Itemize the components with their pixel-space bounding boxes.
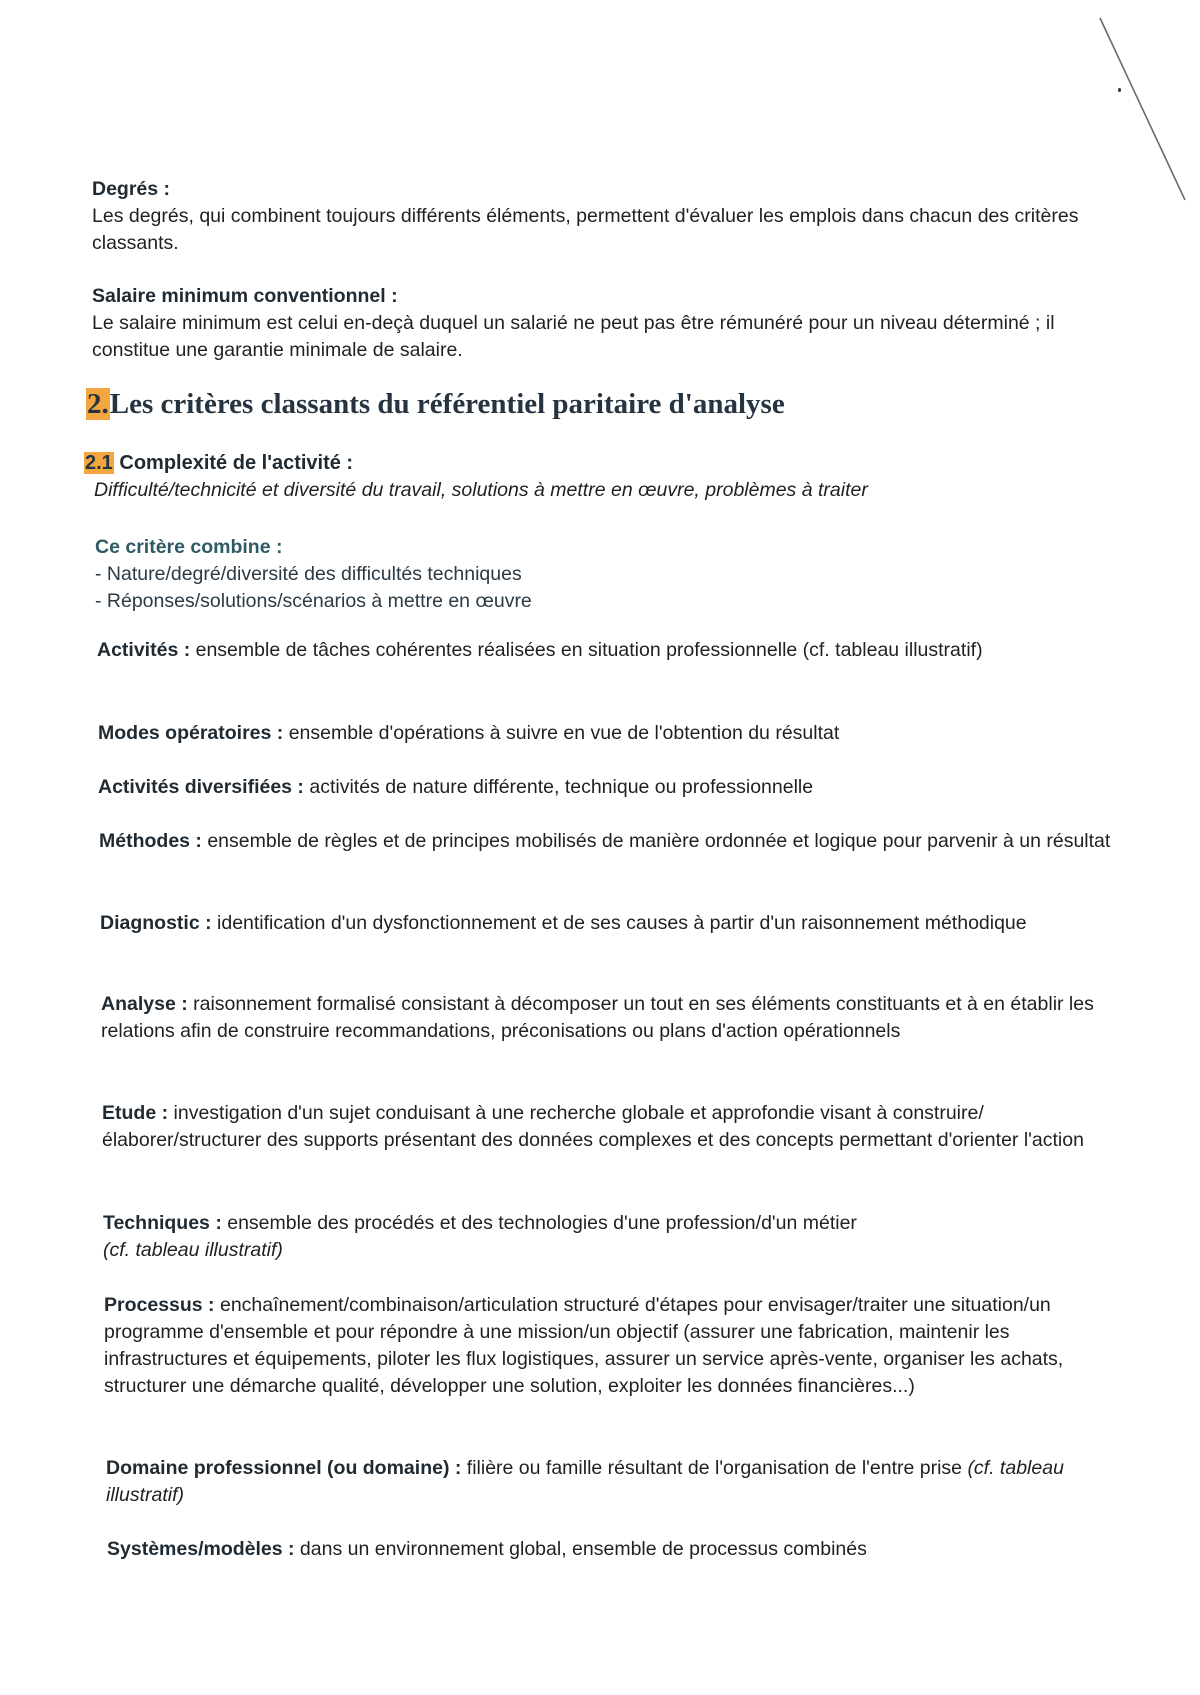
list-item: - Réponses/solutions/scénarios à mettre en œuvre [95,590,532,612]
definition-salaire-minimum [92,283,1122,364]
subsection-subtitle: Difficulté/technicité et diversité du travail, solutions à mettre en œuvre, problèmes à traiter [94,479,868,501]
criteria-combine [95,534,1125,615]
scan-speck [1118,88,1121,92]
definition-term: Analyse : [101,993,188,1015]
definition-term: Diagnostic : [100,912,212,934]
definition-text: identification d'un dysfonctionnement et de ses causes à partir d'un raisonnement méthodique [211,912,1027,934]
definition-reference: (cf. tableau illustratif) [103,1239,283,1261]
subsection-complexite [84,450,1114,504]
definition-text: dans un environnement global, ensemble de processus combinés [294,1538,867,1560]
definition-reference: (cf. tableau illustratif) [106,1457,1064,1506]
definition-text: investigation d'un sujet conduisant à une recherche globale et approfondie visant à construire/élaborer/structurer des supports présentant des données complexes et des concepts permettant d'orienter l'action [102,1102,1084,1151]
section-title [86,386,785,422]
definition-degres [92,176,1122,257]
definition-text: ensemble de règles et de principes mobilisés de manière ordonnée et logique pour parvenir à un résultat [201,830,1111,852]
definition-systemes-modeles [107,1536,1137,1563]
definition-term: Modes opératoires : [98,722,284,744]
section-number: 2. [87,388,109,420]
definition-term: Activités : [97,639,191,661]
definition-diagnostic [100,910,1130,937]
definition-term: Processus : [104,1294,215,1316]
definition-term: Activités diversifiées : [98,776,304,798]
section-title-text: Les critères classants du référentiel paritaire d'analyse [109,388,785,420]
definition-term: Méthodes : [99,830,202,852]
definition-processus [104,1292,1134,1400]
definition-methodes [99,828,1129,855]
definition-text: activités de nature différente, technique ou professionnelle [303,776,814,798]
definition-text: filière ou famille résultant de l'organisation de l'entre prise [461,1457,968,1479]
subsection-number: 2.1 [85,452,113,474]
definition-analyse [101,991,1131,1045]
definition-text: ensemble des procédés et des technologies d'une profession/d'un métier [221,1212,857,1234]
definition-activites-diversifiees [98,774,1128,801]
list-item: - Nature/degré/diversité des difficultés techniques [95,563,522,585]
definition-term: Domaine professionnel (ou domaine) : [106,1457,462,1479]
definition-term: Degrés : [92,178,171,200]
definition-term: Salaire minimum conventionnel : [92,285,398,307]
definition-etude [102,1100,1132,1154]
definition-techniques [103,1210,1133,1264]
definition-term: Systèmes/modèles : [107,1538,295,1560]
definition-text: ensemble d'opérations à suivre en vue de l'obtention du résultat [283,722,840,744]
definition-domaine-professionnel [106,1455,1136,1509]
definition-term: Etude : [102,1102,169,1124]
definition-text: ensemble de tâches cohérentes réalisées en situation professionnelle (cf. tableau illustratif) [190,639,983,661]
combine-title: Ce critère combine : [95,536,283,558]
definition-text: Les degrés, qui combinent toujours différents éléments, permettent d'évaluer les emplois dans chacun des critères classants. [92,205,1079,254]
definition-text: Le salaire minimum est celui en-deçà duquel un salarié ne peut pas être rémunéré pour un niveau déterminé ; il constitue une garantie minimale de salaire. [92,312,1055,361]
definition-text: raisonnement formalisé consistant à décomposer un tout en ses éléments constituants et à en établir les relations afin de construire recommandations, préconisations ou plans d'action opérationnels [101,993,1094,1042]
definition-term: Techniques : [103,1212,222,1234]
subsection-title: Complexité de l'activité : [119,452,354,474]
definition-activites [97,637,1127,664]
definition-text: enchaînement/combinaison/articulation structuré d'étapes pour envisager/traiter une situation/un programme d'ensemble et pour répondre à une mission/un objectif (assurer une fabrication, maintenir les infrastructures et équipements, piloter les flux logistiques, assurer un service après-vente, organiser les achats, structurer une démarche qualité, développer une solution, exploiter les données financières...) [104,1294,1064,1397]
definition-modes-operatoires [98,720,1128,747]
